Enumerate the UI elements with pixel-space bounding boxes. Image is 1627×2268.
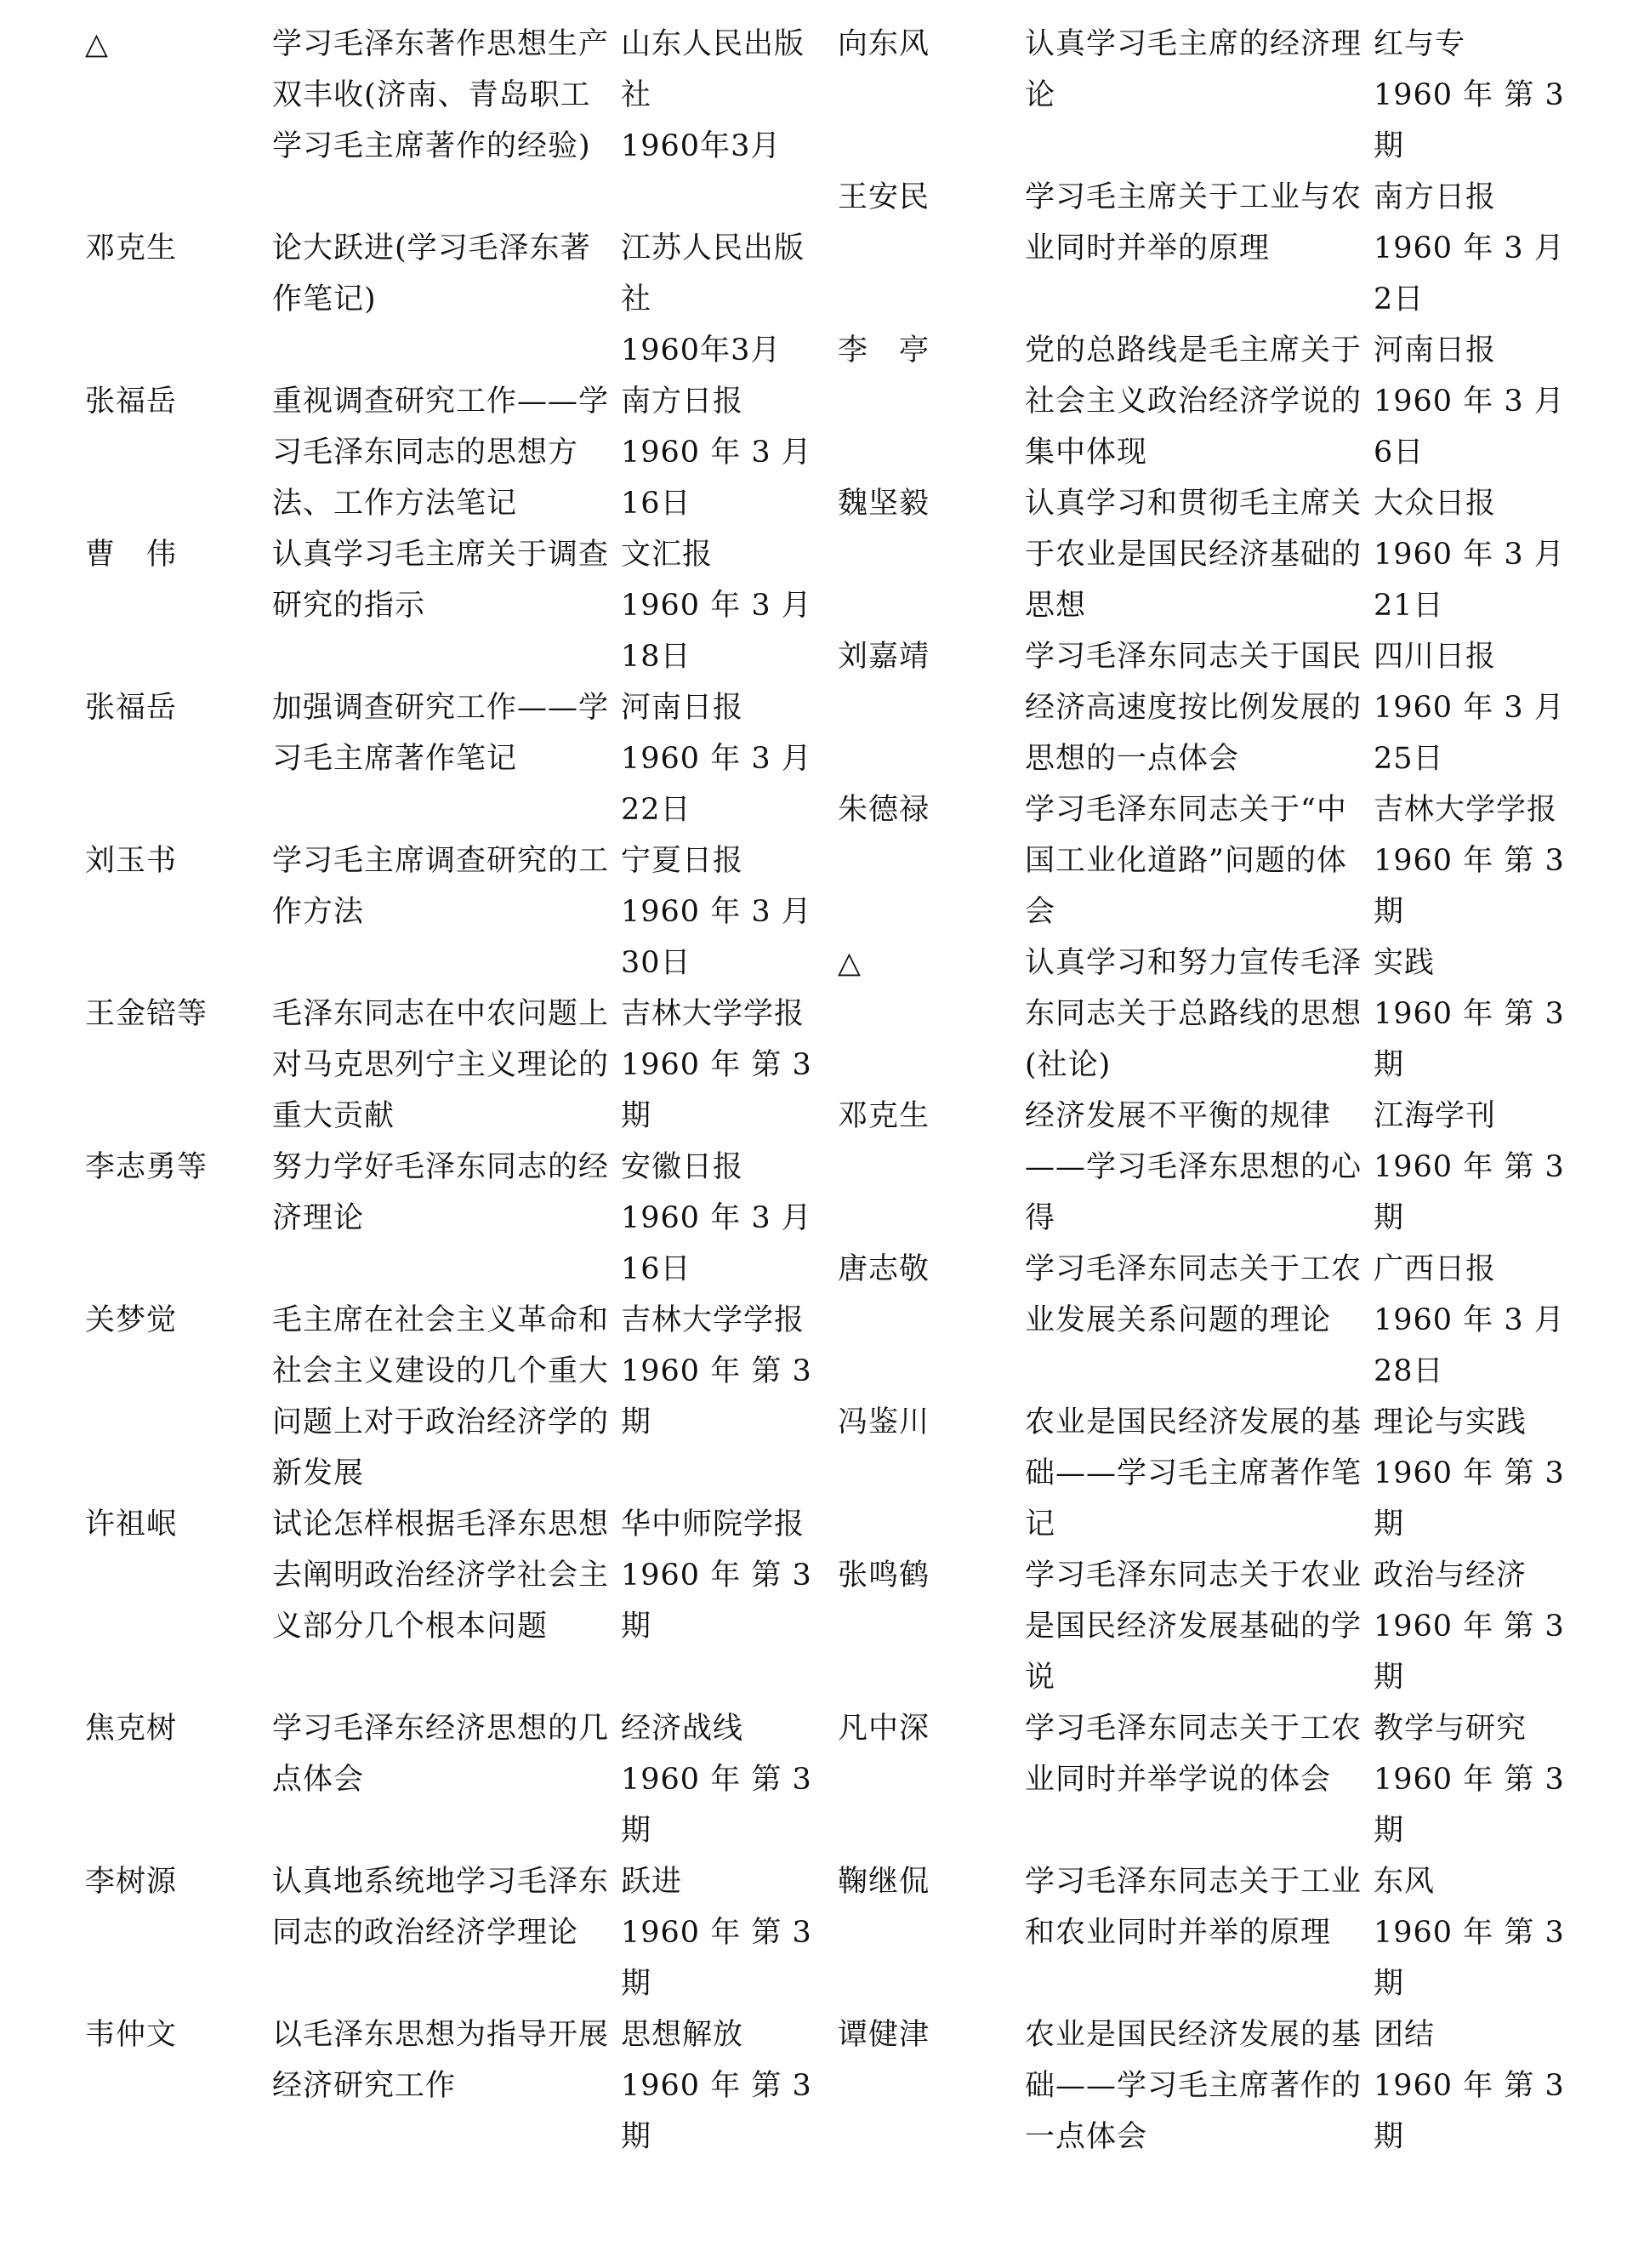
- entry-title: 农业是国民经济发展的基础——学习毛主席著作的一点体会: [1025, 2018, 1362, 2154]
- entry-date: 1960 年 第 3 期: [1374, 1456, 1565, 1541]
- entry-source: [1374, 1856, 1578, 2009]
- entry-source: [621, 223, 833, 376]
- entry-source: [1374, 1550, 1578, 1703]
- entry-publisher: 华中师院学报: [621, 1507, 805, 1541]
- entry-author: 李志勇等: [85, 1150, 208, 1184]
- entry-title: 加强调查研究工作——学习毛主席著作笔记: [272, 691, 610, 776]
- entry-title: 学习毛泽东同志关于国民经济高速度按比例发展的思想的一点体会: [1025, 640, 1362, 776]
- entry-source: [1374, 478, 1578, 631]
- entry-date: 1960 年 第 3 期: [1374, 1150, 1565, 1235]
- entry-title: 试论怎样根据毛泽东思想去阐明政治经济学社会主义部分几个根本问题: [272, 1507, 610, 1644]
- bibliography-entry: [85, 1295, 833, 1499]
- entry-date: 1960 年 3 月 30日: [621, 895, 812, 980]
- bibliography-entry: [838, 19, 1586, 172]
- entry-date: 1960 年 第 3 期: [1374, 1610, 1565, 1695]
- bibliography-entry: [838, 1091, 1586, 1244]
- entry-publisher: 南方日报: [1374, 180, 1497, 214]
- entry-date: 1960 年 第 3 期: [621, 1916, 812, 2001]
- entry-source: [1374, 1703, 1578, 1856]
- entry-source: [1374, 937, 1578, 1091]
- entry-title: 认真学习和贯彻毛主席关于农业是国民经济基础的思想: [1025, 487, 1362, 623]
- entry-date: 1960 年 3 月 25日: [1374, 691, 1565, 776]
- entry-author: 张福岳: [85, 691, 178, 725]
- entry-author: 唐志敬: [838, 1252, 930, 1286]
- entry-date: 1960 年 第 3 期: [1374, 1763, 1565, 1848]
- entry-title: 学习毛泽东同志关于农业是国民经济发展基础的学说: [1025, 1559, 1362, 1695]
- entry-author: 魏坚毅: [838, 487, 930, 521]
- entry-source: [621, 529, 833, 682]
- bibliography-entry: [85, 19, 833, 223]
- entry-title: 认真地系统地学习毛泽东同志的政治经济学理论: [272, 1865, 610, 1950]
- entry-source: [1374, 325, 1578, 478]
- entry-publisher: 吉林大学学报: [621, 997, 805, 1031]
- entry-publisher: 江苏人民出版社: [621, 231, 805, 316]
- entry-source: [621, 682, 833, 835]
- bibliography-entry: [85, 1703, 833, 1856]
- bibliography-entry: [85, 835, 833, 989]
- entry-author: 鞠继侃: [838, 1865, 930, 1899]
- entry-publisher: 理论与实践: [1374, 1405, 1527, 1439]
- entry-source: [1374, 631, 1578, 784]
- entry-author: 焦克树: [85, 1712, 178, 1746]
- entry-title: 论大跃进(学习毛泽东著作笔记): [272, 231, 591, 316]
- entry-date: 1960 年 第 3 期: [621, 1559, 812, 1644]
- left-column: [85, 19, 833, 2163]
- entry-author: 李树源: [85, 1865, 178, 1899]
- entry-publisher: 吉林大学学报: [621, 1303, 805, 1337]
- bibliography-entry: [85, 529, 833, 682]
- bibliography-entry: [838, 1856, 1586, 2009]
- bibliography-entry: [838, 937, 1586, 1091]
- entry-author: 刘玉书: [85, 844, 178, 878]
- entry-source: [621, 1856, 833, 2009]
- entry-publisher: 吉林大学学报: [1374, 793, 1558, 827]
- entry-source: [1374, 172, 1578, 325]
- entry-author: 邓克生: [85, 231, 178, 265]
- entry-author: 王金锫等: [85, 997, 208, 1031]
- entry-author: 冯鉴川: [838, 1405, 930, 1439]
- bibliography-entry: [838, 1703, 1586, 1856]
- entry-source: [1374, 19, 1578, 172]
- bibliography-entry: [838, 784, 1586, 937]
- entry-publisher: 红与专: [1374, 27, 1466, 61]
- entry-author: 谭健津: [838, 2018, 930, 2052]
- bibliography-entry: [838, 631, 1586, 784]
- entry-source: [1374, 1091, 1578, 1244]
- entry-title: 重视调查研究工作——学习毛泽东同志的思想方法、工作方法笔记: [272, 385, 610, 521]
- entry-author: 王安民: [838, 180, 930, 214]
- entry-date: 1960年3月: [621, 129, 782, 163]
- entry-source: [1374, 1244, 1578, 1397]
- entry-author: △: [85, 27, 109, 61]
- entry-source: [621, 1703, 833, 1856]
- entry-publisher: 教学与研究: [1374, 1712, 1527, 1746]
- entry-publisher: 思想解放: [621, 2018, 744, 2052]
- entry-source: [621, 19, 833, 172]
- entry-publisher: 河南日报: [621, 691, 744, 725]
- bibliography-entry: [838, 1397, 1586, 1550]
- entry-publisher: 四川日报: [1374, 640, 1497, 674]
- entry-date: 1960 年 3 月 6日: [1374, 385, 1565, 470]
- entry-publisher: 大众日报: [1374, 487, 1497, 521]
- entry-source: [621, 1499, 833, 1652]
- bibliography-entry: [85, 2009, 833, 2163]
- bibliography-entry: [838, 172, 1586, 325]
- bibliography-entry: [85, 989, 833, 1142]
- entry-date: 1960 年 3 月 16日: [621, 1201, 812, 1286]
- entry-publisher: 文汇报: [621, 538, 714, 572]
- entry-title: 学习毛主席调查研究的工作方法: [272, 844, 610, 929]
- entry-publisher: 江海学刊: [1374, 1099, 1497, 1133]
- entry-date: 1960 年 第 3 期: [1374, 2069, 1565, 2154]
- entry-title: 学习毛泽东同志关于“中国工业化道路”问题的体会: [1025, 793, 1347, 929]
- bibliography-entry: [838, 1244, 1586, 1397]
- entry-author: 张鸣鹤: [838, 1559, 930, 1593]
- bibliography-entry: [85, 1142, 833, 1295]
- entry-title: 农业是国民经济发展的基础——学习毛主席著作笔记: [1025, 1405, 1362, 1541]
- bibliography-entry: [85, 1499, 833, 1703]
- entry-date: 1960 年 第 3 期: [621, 1048, 812, 1133]
- bibliography-entry: [838, 1550, 1586, 1703]
- entry-date: 1960 年 3 月 28日: [1374, 1303, 1565, 1388]
- entry-publisher: 跃进: [621, 1865, 683, 1899]
- entry-publisher: 广西日报: [1374, 1252, 1497, 1286]
- entry-author: 凡中深: [838, 1712, 930, 1746]
- entry-publisher: 南方日报: [621, 385, 744, 419]
- entry-title: 学习毛泽东经济思想的几点体会: [272, 1712, 610, 1797]
- bibliography-entry: [85, 223, 833, 376]
- entry-author: 刘嘉靖: [838, 640, 930, 674]
- entry-source: [621, 835, 833, 989]
- entry-date: 1960 年 3 月 2日: [1374, 231, 1565, 316]
- bibliography-entry: [85, 1856, 833, 2009]
- entry-author: 向东风: [838, 27, 930, 61]
- entry-date: 1960 年 3 月 22日: [621, 742, 812, 827]
- entry-title: 党的总路线是毛主席关于社会主义政治经济学说的集中体现: [1025, 333, 1362, 470]
- bibliography-entry: [838, 325, 1586, 478]
- entry-publisher: 政治与经济: [1374, 1559, 1527, 1593]
- entry-publisher: 东风: [1374, 1865, 1436, 1899]
- entry-date: 1960 年 3 月 16日: [621, 436, 812, 521]
- entry-publisher: 河南日报: [1374, 333, 1497, 368]
- entry-title: 学习毛泽东著作思想生产双丰收(济南、青岛职工学习毛主席著作的经验): [272, 27, 610, 163]
- entry-title: 经济发展不平衡的规律——学习毛泽东思想的心得: [1025, 1099, 1362, 1235]
- entry-title: 学习毛主席关于工业与农业同时并举的原理: [1025, 180, 1362, 265]
- entry-author: △: [838, 946, 862, 980]
- entry-author: 许祖岷: [85, 1507, 178, 1541]
- entry-source: [621, 1295, 833, 1448]
- entry-title: 努力学好毛泽东同志的经济理论: [272, 1150, 610, 1235]
- entry-date: 1960 年 第 3 期: [1374, 1916, 1565, 2001]
- entry-source: [621, 2009, 833, 2163]
- entry-date: 1960 年 第 3 期: [1374, 844, 1565, 929]
- entry-title: 学习毛泽东同志关于工农业发展关系问题的理论: [1025, 1252, 1362, 1337]
- bibliography-entry: [838, 2009, 1586, 2163]
- entry-date: 1960 年 第 3 期: [621, 1354, 812, 1439]
- entry-title: 学习毛泽东同志关于工农业同时并举学说的体会: [1025, 1712, 1362, 1797]
- entry-source: [1374, 784, 1578, 937]
- entry-publisher: 实践: [1374, 946, 1436, 980]
- entry-source: [621, 376, 833, 529]
- entry-title: 认真学习毛主席关于调查研究的指示: [272, 538, 610, 623]
- entry-title: 认真学习和努力宣传毛泽东同志关于总路线的思想(社论): [1025, 946, 1362, 1082]
- bibliography-entry: [838, 478, 1586, 631]
- entry-title: 毛泽东同志在中农问题上对马克思列宁主义理论的重大贡献: [272, 997, 610, 1133]
- entry-source: [1374, 1397, 1578, 1550]
- entry-date: 1960 年 第 3 期: [621, 2069, 812, 2154]
- entry-author: 邓克生: [838, 1099, 930, 1133]
- entry-source: [1374, 2009, 1578, 2163]
- entry-title: 以毛泽东思想为指导开展经济研究工作: [272, 2018, 610, 2103]
- entry-publisher: 宁夏日报: [621, 844, 744, 878]
- entry-author: 曹 伟: [85, 538, 178, 572]
- bibliography-entry: [85, 376, 833, 529]
- entry-publisher: 经济战线: [621, 1712, 744, 1746]
- entry-publisher: 山东人民出版社: [621, 27, 805, 112]
- entry-title: 学习毛泽东同志关于工业和农业同时并举的原理: [1025, 1865, 1362, 1950]
- entry-publisher: 安徽日报: [621, 1150, 744, 1184]
- entry-title: 认真学习毛主席的经济理论: [1025, 27, 1362, 112]
- bibliography-entry: [85, 682, 833, 835]
- entry-date: 1960 年 3 月 18日: [621, 589, 812, 674]
- entry-source: [621, 989, 833, 1142]
- entry-author: 关梦觉: [85, 1303, 178, 1337]
- entry-publisher: 团结: [1374, 2018, 1436, 2052]
- entry-source: [621, 1142, 833, 1295]
- entry-author: 朱德禄: [838, 793, 930, 827]
- entry-date: 1960 年 第 3 期: [621, 1763, 812, 1848]
- right-column: [838, 19, 1586, 2163]
- entry-date: 1960 年 第 3 期: [1374, 997, 1565, 1082]
- entry-author: 韦仲文: [85, 2018, 178, 2052]
- entry-date: 1960年3月: [621, 333, 782, 368]
- entry-date: 1960 年 3 月 21日: [1374, 538, 1565, 623]
- entry-title: 毛主席在社会主义革命和社会主义建设的几个重大问题上对于政治经济学的新发展: [272, 1303, 610, 1490]
- entry-author: 张福岳: [85, 385, 178, 419]
- entry-author: 李 亭: [838, 333, 930, 368]
- entry-date: 1960 年 第 3 期: [1374, 78, 1565, 163]
